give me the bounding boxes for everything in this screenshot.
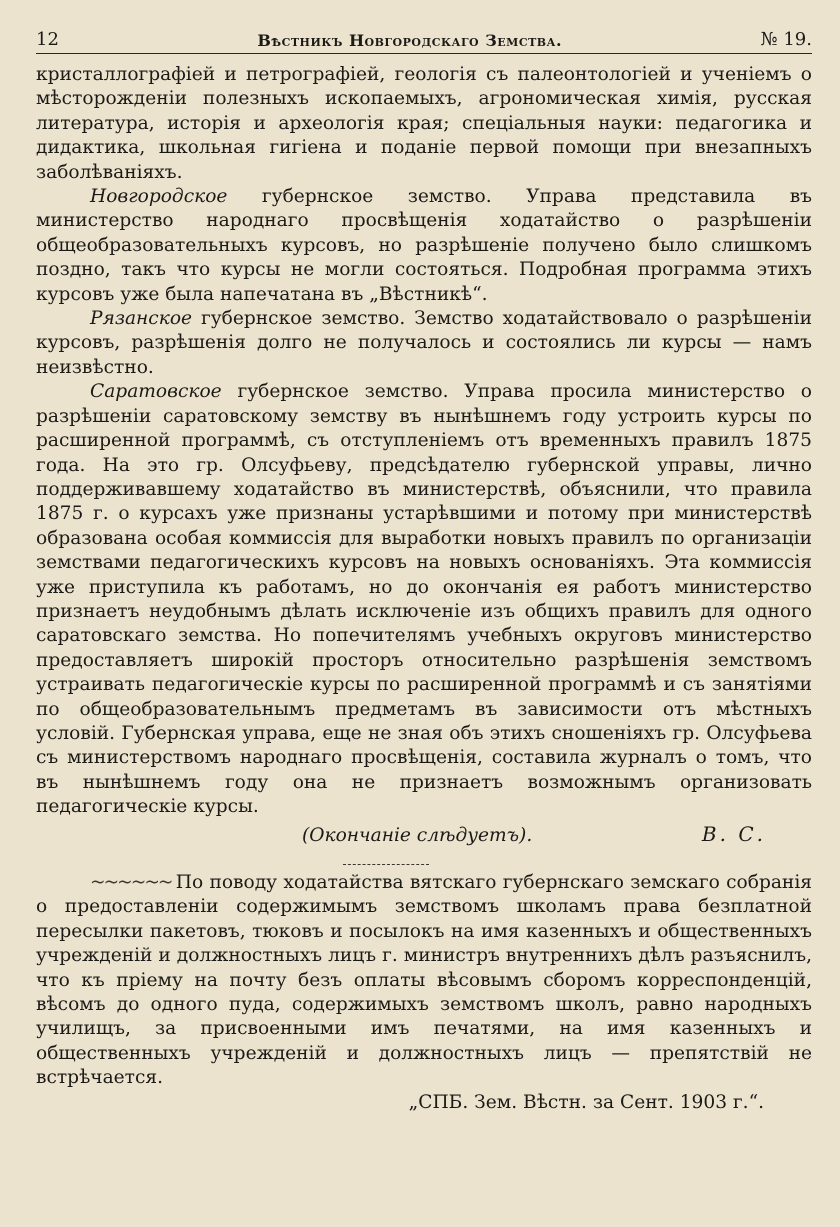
paragraph-novgorod-text: губернское земство. Управа представила въ министерство народнаго просвѣщенія ходатайство о разрѣшеніи общеобразовательныхъ курсовъ, но разрѣшеніе получено было слишкомъ поздно, такъ что курсы не могли состояться. Подробная программа этихъ курсовъ уже была напечатана въ „Вѣстникѣ“. <box>36 186 812 305</box>
continuation-note: (Окончаніе слѣдуетъ). <box>302 824 533 846</box>
article-body <box>36 63 812 1115</box>
paragraph-saratov-lead: Саратовское <box>90 381 222 403</box>
journal-title: Вѣстникъ Новгородскаго Земства. <box>257 31 563 50</box>
paragraph-ryazan-text: губернское земство. Земство ходатайствовало о разрѣшеніи курсовъ, разрѣшенія долго не получалось и состоялись ли курсы — намъ неизвѣстно. <box>36 308 812 378</box>
author-initials: В. С. <box>701 821 766 846</box>
paragraph-ryazan-lead: Рязанское <box>90 308 193 330</box>
signature-row <box>36 822 812 848</box>
paragraph-postal-text: По поводу ходатайства вятскаго губернскаго земскаго собранія о предоставленіи содержимымъ земствомъ школамъ права безплатной пересылки пакетовъ, тюковъ и посылокъ на имя казенныхъ и общественныхъ учрежденій и должностныхъ лицъ г. министръ внутреннихъ дѣлъ разъяснилъ, что къ пріему на почту безъ оплаты вѣсовымъ сборомъ корреспонденцій, вѣсомъ до одного пуда, содержимыхъ земствомъ школъ, равно народныхъ училищъ, за присвоенными имъ печатями, на имя казенныхъ и общественныхъ учрежденій и должностныхъ лицъ — препятствій не встрѣчается. <box>36 872 813 1089</box>
section-divider <box>343 858 429 865</box>
paragraph-curriculum: кристаллографіей и петрографіей, геологія съ палеонтологіей и ученіемъ о мѣсторожденіи полезныхъ ископаемыхъ, агрономическая химія, русская литература, исторія и археологія края; спеціальныя науки: педагогика и дидактика, школьная гигіена и поданіе первой помощи при внезапныхъ заболѣваніяхъ. <box>36 64 812 183</box>
page-number: 12 <box>36 29 59 50</box>
paragraph-postal <box>36 871 812 1091</box>
paragraph-saratov-text: губернское земство. Управа просила министерство о разрѣшеніи саратовскому земству въ нынѣшнемъ году устроить курсы по расширенной программѣ, съ отступленіемъ отъ временныхъ правилъ 1875 года. На это гр. Олсуфьеву, предсѣдателю губернской управы, лично поддерживавшему ходатайство въ министерствѣ, объяснили, что правила 1875 г. о курсахъ уже признаны устарѣвшими и потому при министерствѣ образована особая коммиссія для выработки новыхъ правилъ по организаціи земствами педагогическихъ курсовъ на новыхъ основаніяхъ. Эта коммиссія уже приступила къ работамъ, но до окончанія ея работъ министерство признаетъ неудобнымъ дѣлать исключеніе изъ общихъ правилъ для одного саратовскаго земства. Но попечителямъ учебныхъ округовъ министерство предоставляетъ широкій просторъ относительно разрѣшенія земствомъ устраивать педагогическіе курсы по расширенной программѣ и съ занятіями по общеобразовательнымъ предметамъ въ зависимости отъ мѣстныхъ условій. Губернская управа, еще не зная объ этихъ сношеніяхъ гр. Олсуфьева съ министерствомъ народнаго просвѣщенія, составила журналъ о томъ, что въ нынѣшнемъ году она не признаетъ возможнымъ организовать педагогическіе курсы. <box>36 381 812 818</box>
issue-number: № 19. <box>760 29 812 50</box>
item-marker-icon: ~~~~~~ <box>90 872 176 893</box>
paragraph-novgorod-lead: Новгородское <box>90 186 228 208</box>
paragraph-ryazan <box>36 307 812 380</box>
paragraph-novgorod <box>36 185 812 307</box>
paragraph-saratov <box>36 380 812 819</box>
source-row <box>36 1091 812 1115</box>
running-header <box>36 20 812 54</box>
source-citation: „СПБ. Зем. Вѣстн. за Сент. 1903 г.“. <box>408 1091 764 1113</box>
